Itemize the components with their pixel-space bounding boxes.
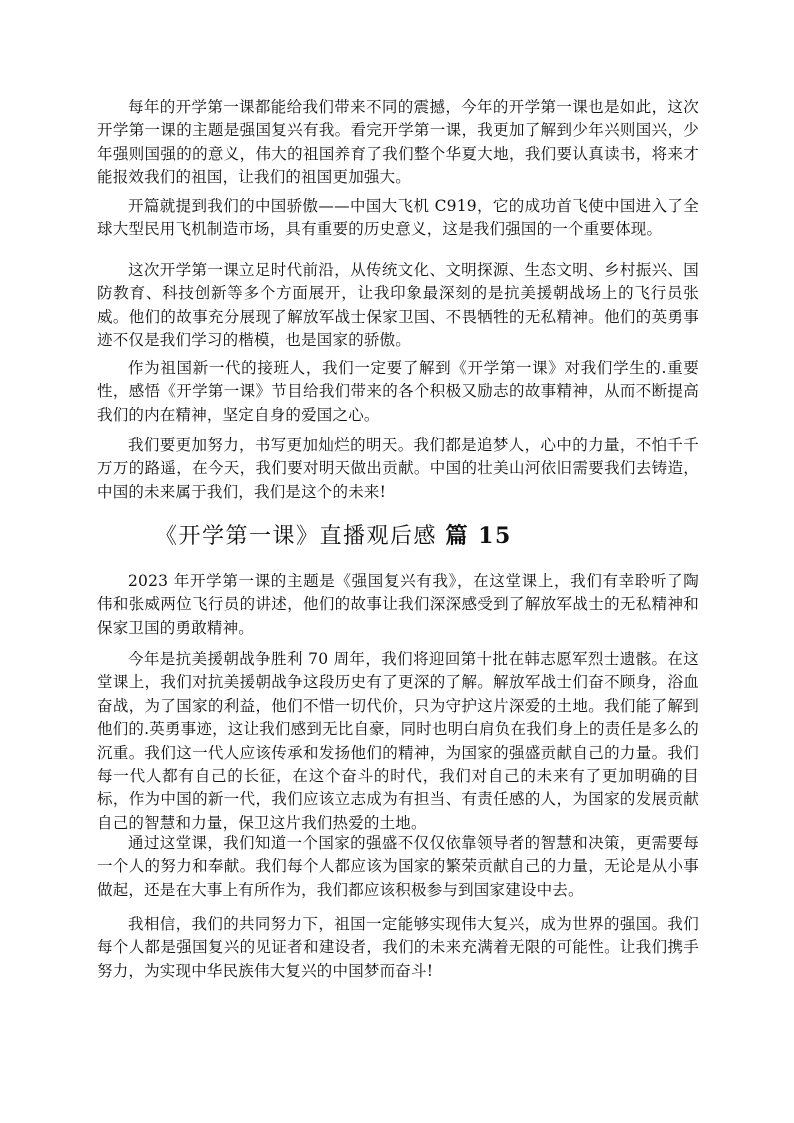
body-paragraph: 2023 年开学第一课的主题是《强国复兴有我》，在这堂课上，我们有幸聆听了陶伟和张威两位飞行员的讲述，他们的故事让我们深深感受到了解放军战士的无私精神和保家卫国的勇敢精神。 xyxy=(97,572,699,637)
section-heading-title: 《开学第一课》直播观后感 xyxy=(155,524,438,549)
body-paragraph: 作为祖国新一代的接班人，我们一定要了解到《开学第一课》对我们学生的.重要性，感悟《开学第一课》节目给我们带来的各个积极又励志的故事精神，从而不断提高我们的内在精神，坚定自身的爱国之心。 xyxy=(97,359,699,424)
body-paragraph: 开篇就提到我们的中国骄傲——中国大飞机 C919，它的成功首飞使中国进入了全球大型民用飞机制造市场，具有重要的历史意义，这是我们强国的一个重要体现。 xyxy=(97,197,699,239)
body-paragraph: 今年是抗美援朝战争胜利 70 周年，我们将迎回第十批在韩志愿军烈士遗骸。在这堂课上，我们对抗美援朝战争这段历史有了更深的了解。解放军战士们奋不顾身，浴血奋战，为了国家的利益，他们不惜一切代价，只为守护这片深爱的土地。我们能了解到他们的.英勇事迹，这让我们感到无比自豪，同时也明白肩负在我们身上的责任是多么的沉重。我们这一代人应该传承和发扬他们的精神，为国家的强盛贡献自己的力量。我们每一代人都有自己的长征，在这个奋斗的时代，我们对自己的未来有了更加明确的目标，作为中国的新一代，我们应该立志成为有担当、有责任感的人，为国家的发展贡献自己的智慧和力量，保卫这片我们热爱的土地。 xyxy=(97,650,699,832)
body-paragraph: 通过这堂课，我们知道一个国家的强盛不仅仅依靠领导者的智慧和决策，更需要每一个人的努力和奉献。我们每个人都应该为国家的繁荣贡献自己的力量，无论是从小事做起，还是在大事上有所作为，我们都应该积极参与到国家建设中去。 xyxy=(97,834,699,899)
section-heading xyxy=(155,520,512,553)
body-paragraph: 我相信，我们的共同努力下，祖国一定能够实现伟大复兴，成为世界的强国。我们每个人都是强国复兴的见证者和建设者，我们的未来充满着无限的可能性。让我们携手努力，为实现中华民族伟大复兴的中国梦而奋斗! xyxy=(97,915,699,980)
section-heading-number: 篇 15 xyxy=(445,523,512,549)
body-paragraph: 这次开学第一课立足时代前沿，从传统文化、文明探源、生态文明、乡村振兴、国防教育、科技创新等多个方面展开，让我印象最深刻的是抗美援朝战场上的飞行员张威。他们的故事充分展现了解放军战士保家卫国、不畏牺牲的无私精神。他们的英勇事迹不仅是我们学习的楷模，也是国家的骄傲。 xyxy=(97,261,699,350)
body-paragraph: 每年的开学第一课都能给我们带来不同的震撼，今年的开学第一课也是如此，这次开学第一课的主题是强国复兴有我。看完开学第一课，我更加了解到少年兴则国兴，少年强则国强的的意义，伟大的祖国养育了我们整个华夏大地，我们要认真读书，将来才能报效我们的祖国，让我们的祖国更加强大。 xyxy=(97,98,699,187)
body-paragraph: 我们要更加努力，书写更加灿烂的明天。我们都是追梦人，心中的力量，不怕千千万万的路遥，在今天，我们要对明天做出贡献。中国的壮美山河依旧需要我们去铸造，中国的未来属于我们，我们是这个的未来! xyxy=(97,436,699,501)
